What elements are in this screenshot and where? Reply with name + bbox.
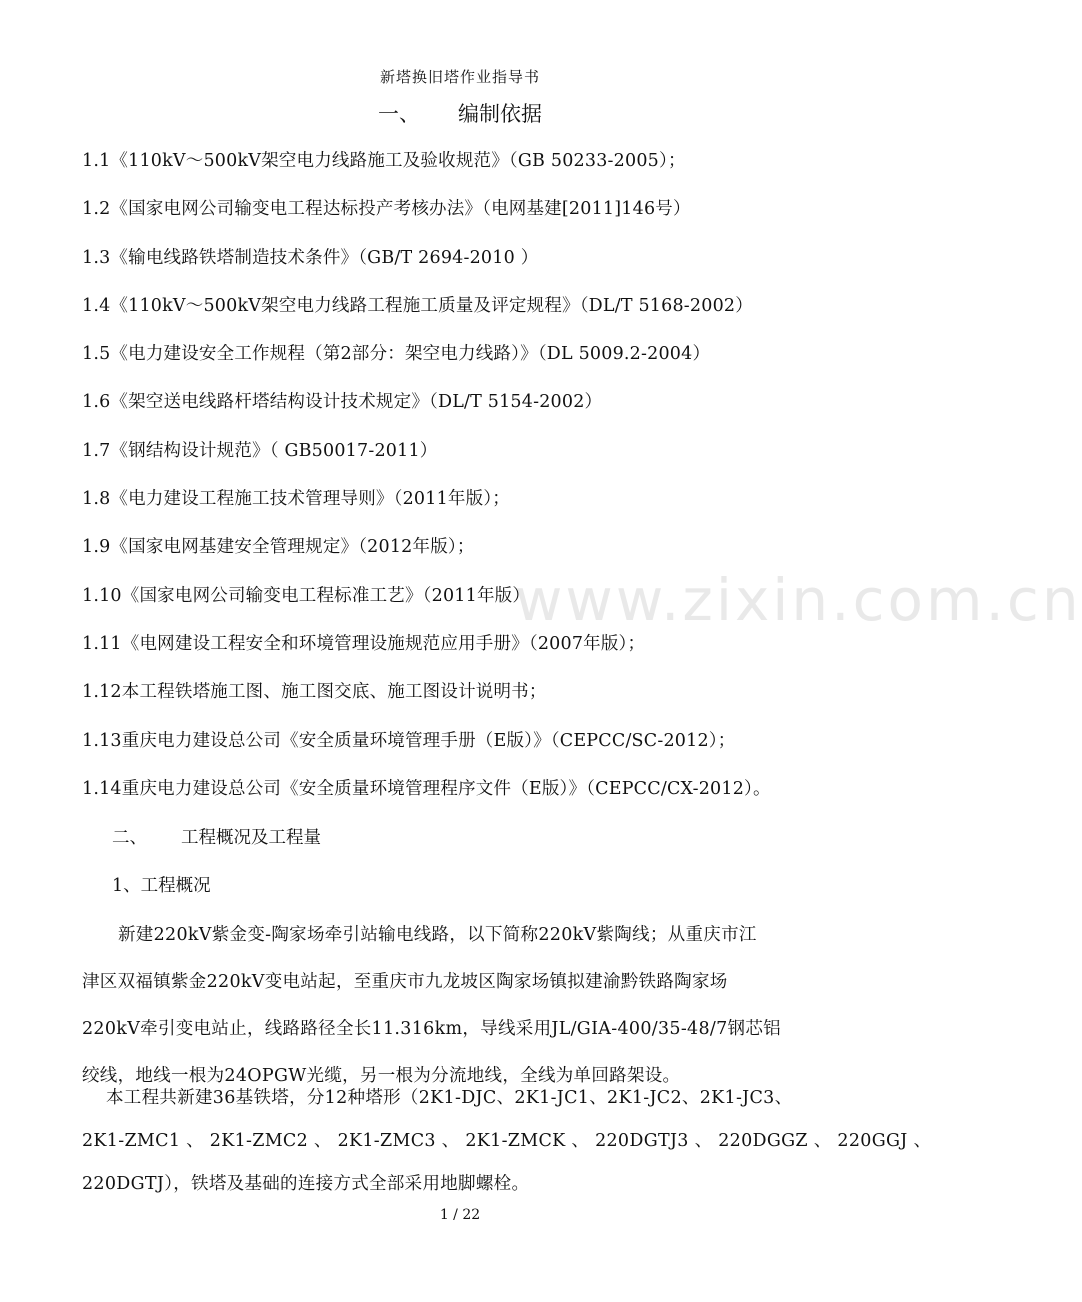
section-title: 工程概况及工程量 xyxy=(181,828,321,848)
reference-item: 1.7《钢结构设计规范》（ GB50017-2011） xyxy=(82,440,438,461)
reference-item: 1.13重庆电力建设总公司《安全质量环境管理手册（E版）》（CEPCC/SC-2012）； xyxy=(82,730,736,751)
page-header: 新塔换旧塔作业指导书 xyxy=(379,68,540,86)
paragraph-line: 220DGTJ），铁塔及基础的连接方式全部采用地脚螺栓。 xyxy=(82,1174,530,1194)
section-title: 编制依据 xyxy=(458,102,542,126)
page-number: 1 / 22 xyxy=(439,1207,481,1223)
tower-count-paragraph xyxy=(82,1079,932,1208)
reference-item: 1.10《国家电网公司输变电工程标准工艺》（2011年版） xyxy=(82,585,531,606)
reference-item: 1.9《国家电网基建安全管理规定》（2012年版）； xyxy=(82,537,475,558)
paragraph-line: 津区双福镇紫金220kV变电站起，至重庆市九龙坡区陶家场镇拟建渝黔铁路陶家场 xyxy=(82,972,728,992)
reference-item: 1.2《国家电网公司输变电工程达标投产考核办法》（电网基建[2011]146号） xyxy=(82,199,691,220)
section-number: 一、 xyxy=(378,102,420,126)
watermark: www.zixin.com.cn xyxy=(515,566,1082,634)
paragraph-line: 2K1-ZMC1 、 2K1-ZMC2 、 2K1-ZMC3 、 2K1-ZMCK 、 220DGTJ3 、 220DGGZ 、 220GGJ 、 xyxy=(82,1131,932,1151)
section-heading-1 xyxy=(0,98,920,128)
reference-item: 1.12本工程铁塔施工图、施工图交底、施工图设计说明书； xyxy=(82,682,547,703)
section-number: 二、 xyxy=(112,828,147,848)
project-overview-paragraph xyxy=(82,915,842,1103)
reference-item: 1.5《电力建设安全工作规程（第2部分：架空电力线路）》（DL 5009.2-2004） xyxy=(82,344,711,365)
reference-item: 1.8《电力建设工程施工技术管理导则》（2011年版）； xyxy=(82,489,510,510)
paragraph-line: 绞线，地线一根为24OPGW光缆，另一根为分流地线，全线为单回路架设。 xyxy=(82,1066,681,1086)
reference-item: 1.4《110kV～500kV架空电力线路工程施工质量及评定规程》（DL/T 5168-2002） xyxy=(82,295,753,316)
reference-item: 1.1《110kV～500kV架空电力线路施工及验收规范》（GB 50233-2005）； xyxy=(82,151,686,171)
paragraph-line: 新建220kV紫金变-陶家场牵引站输电线路，以下简称220kV紫陶线；从重庆市江 xyxy=(118,925,757,945)
reference-item: 1.11《电网建设工程安全和环境管理设施规范应用手册》（2007年版）； xyxy=(82,633,646,654)
subsection-heading: 1、工程概况 xyxy=(112,876,211,896)
reference-item: 1.14重庆电力建设总公司《安全质量环境管理程序文件（E版）》（CEPCC/CX-2012）。 xyxy=(82,778,771,799)
paragraph-line: 本工程共新建36基铁塔，分12种塔形（2K1-DJC、2K1-JC1、2K1-JC2、2K1-JC3、 xyxy=(106,1088,793,1108)
reference-list xyxy=(82,146,852,822)
paragraph-line: 220kV牵引变电站止，线路路径全长11.316km，导线采用JL/GIA-400/35-48/7钢芯铝 xyxy=(82,1019,781,1039)
section-heading-2 xyxy=(112,823,321,853)
reference-item: 1.6《架空送电线路杆塔结构设计技术规定》（DL/T 5154-2002） xyxy=(82,392,603,413)
reference-item: 1.3《输电线路铁塔制造技术条件》（GB/T 2694-2010 ） xyxy=(82,247,539,268)
